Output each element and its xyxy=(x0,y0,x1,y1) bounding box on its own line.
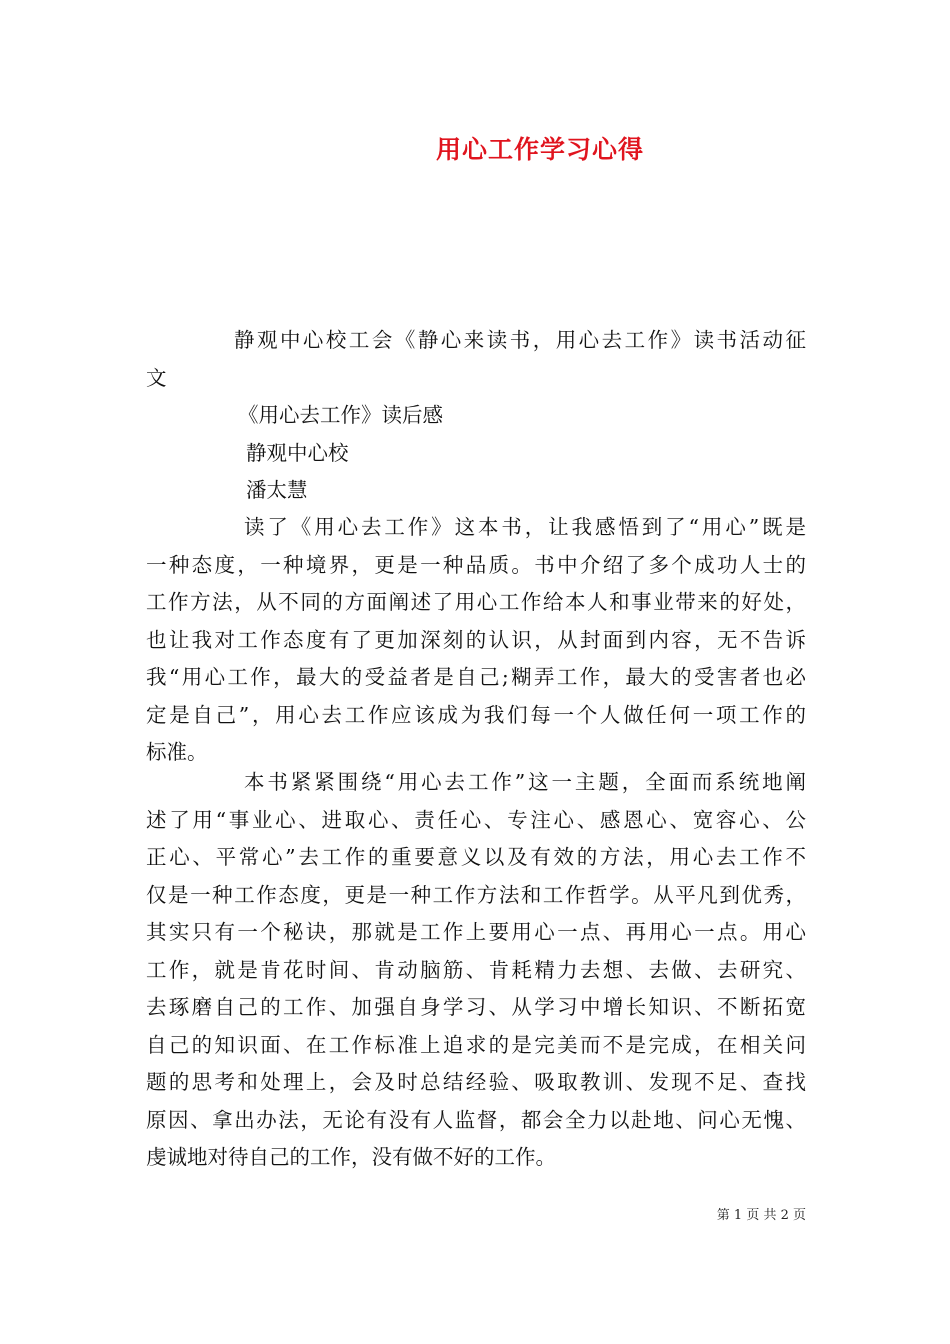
paragraph-line: 述了用“事业心、进取心、责任心、专注心、感恩心、宽容心、公 xyxy=(146,807,806,832)
paragraph-line: 读了《用心去工作》这本书，让我感悟到了“用心”既是 xyxy=(244,515,806,539)
paragraph-line: 我“用心工作，最大的受益者是自己;糊弄工作，最大的受害者也必 xyxy=(146,665,806,689)
paragraph-line: 工作，就是肯花时间、肯动脑筋、肯耗精力去想、去做、去研究、 xyxy=(146,957,806,982)
document-title: 用心工作学习心得 xyxy=(435,135,644,164)
intro-line-1: 静观中心校工会《静心来读书，用心去工作》读书活动征 xyxy=(234,328,806,352)
paragraph-line: 原因、拿出办法，无论有没有人监督，都会全力以赴地、问心无愧、 xyxy=(146,1107,806,1132)
paragraph-line: 正心、平常心”去工作的重要意义以及有效的方法，用心去工作不 xyxy=(146,845,806,869)
intro-subtitle: 《用心去工作》读后感 xyxy=(238,403,443,427)
paragraph-line: 标准。 xyxy=(146,740,208,764)
intro-block xyxy=(146,322,806,510)
paragraph-line: 仅是一种工作态度，更是一种工作方法和工作哲学。从平凡到优秀， xyxy=(146,882,806,907)
paragraph-1 xyxy=(146,509,806,772)
paragraph-line: 自己的知识面、在工作标准上追求的是完美而不是完成，在相关问 xyxy=(146,1032,806,1057)
paragraph-line: 其实只有一个秘诀，那就是工作上要用心一点、再用心一点。用心 xyxy=(146,920,806,944)
page-footer: 第 1 页 共 2 页 xyxy=(716,1208,806,1223)
paragraph-2 xyxy=(146,764,806,1177)
paragraph-line: 虔诚地对待自己的工作，没有做不好的工作。 xyxy=(146,1145,556,1169)
paragraph-line: 去琢磨自己的工作、加强自身学习、从学习中增长知识、不断拓宽 xyxy=(146,995,806,1019)
paragraph-line: 工作方法，从不同的方面阐述了用心工作给本人和事业带来的好处， xyxy=(146,590,806,614)
paragraph-line: 本书紧紧围绕“用心去工作”这一主题，全面而系统地阐 xyxy=(244,770,806,794)
intro-author: 潘太慧 xyxy=(246,478,308,502)
paragraph-line: 也让我对工作态度有了更加深刻的认识，从封面到内容，无不告诉 xyxy=(146,627,806,652)
intro-school: 静观中心校 xyxy=(246,440,349,465)
intro-line-2: 文 xyxy=(146,365,167,390)
paragraph-line: 题的思考和处理上，会及时总结经验、吸取教训、发现不足、查找 xyxy=(146,1070,806,1094)
paragraph-line: 定是自己”，用心去工作应该成为我们每一个人做任何一项工作的 xyxy=(146,702,806,727)
paragraph-line: 一种态度，一种境界，更是一种品质。书中介绍了多个成功人士的 xyxy=(146,552,806,577)
